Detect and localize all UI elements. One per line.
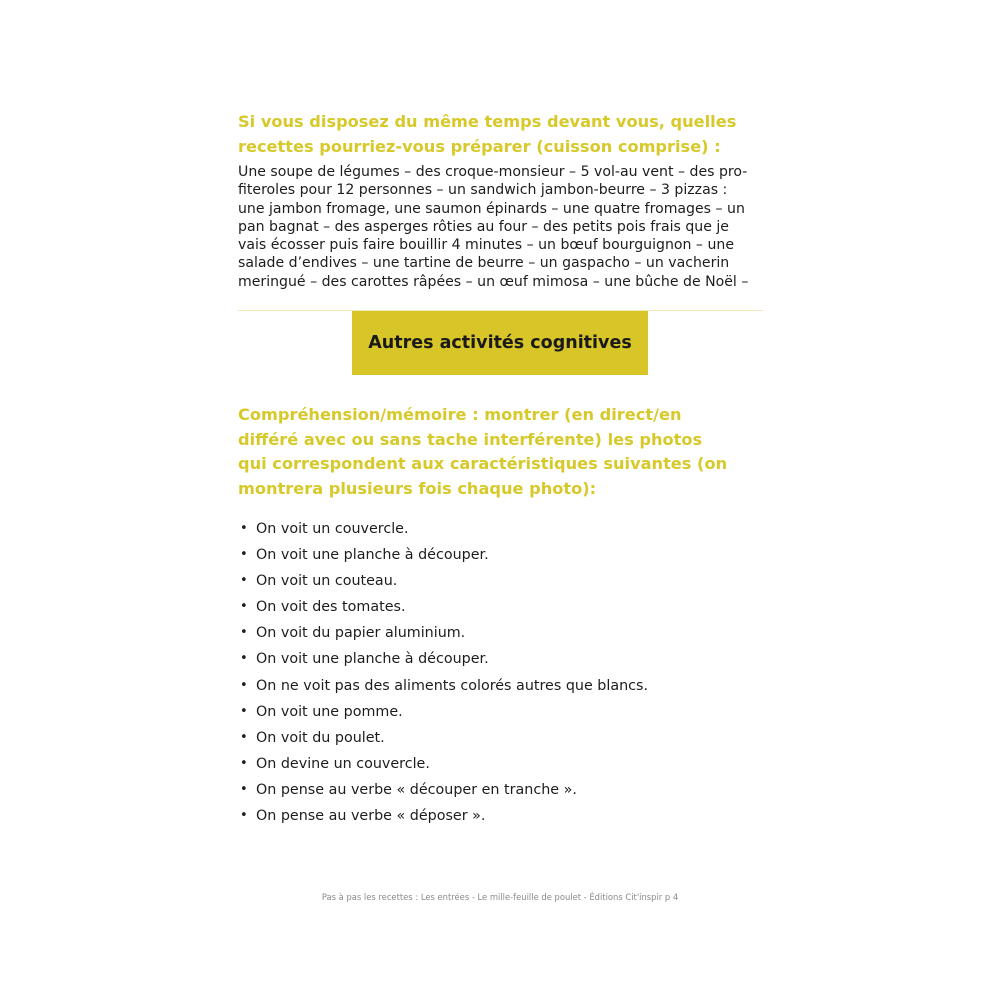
recipes-paragraph xyxy=(238,163,763,291)
section-banner xyxy=(352,311,648,375)
list-item xyxy=(238,516,648,542)
question-line: différé avec ou sans tache interférente) les photos xyxy=(238,429,703,449)
list-item-text: On pense au verbe « découper en tranche ». xyxy=(256,781,577,798)
bullet-icon: • xyxy=(240,755,248,771)
top-content xyxy=(238,110,763,291)
question-line: Si vous disposez du même temps devant vous, quelles xyxy=(238,112,737,131)
page-footer: Pas à pas les recettes : Les entrées - Le mille-feuille de poulet - Éditions Cit'inspir p 4 xyxy=(321,892,679,902)
list-item-text: On voit un couteau. xyxy=(256,573,398,590)
bullet-icon: • xyxy=(240,808,248,824)
list-item-text: On voit des tomates. xyxy=(256,599,406,616)
bullet-icon: • xyxy=(240,729,248,745)
question-line: recettes pourriez-vous préparer (cuisson comprise) : xyxy=(238,136,721,156)
list-item xyxy=(238,777,648,803)
question-line: montrera plusieurs fois chaque photo): xyxy=(238,478,597,498)
bullet-icon: • xyxy=(240,625,248,641)
list-item xyxy=(238,673,648,699)
bullet-icon: • xyxy=(240,521,248,536)
list-item-text: On voit une planche à découper. xyxy=(256,651,489,668)
paragraph-line: vais écosser puis faire bouillir 4 minutes – un bœuf bourguignon – une xyxy=(238,237,734,254)
list-item-text: On voit une planche à découper. xyxy=(256,547,489,564)
list-item xyxy=(238,646,648,672)
bullet-icon: • xyxy=(240,703,248,719)
list-item xyxy=(238,725,648,751)
section-title: Autres activités cognitives xyxy=(368,333,632,353)
paragraph-line: une jambon fromage, une saumon épinards – une quatre fromages – un xyxy=(238,200,745,217)
paragraph-line: Une soupe de légumes – des croque-monsieur – 5 vol-au vent – des pro- xyxy=(238,164,748,180)
paragraph-line: meringué – des carottes râpées – un œuf mimosa – une bûche de Noël – xyxy=(238,273,749,290)
paragraph-line: fiteroles pour 12 personnes – un sandwich jambon-beurre – 3 pizzas : xyxy=(238,182,728,199)
bullet-icon: • xyxy=(240,651,248,667)
list-item xyxy=(238,751,648,777)
bullet-icon: • xyxy=(240,781,248,797)
question-line: qui correspondent aux caractéristiques suivantes (on xyxy=(238,454,728,473)
list-item-text: On voit un couvercle. xyxy=(256,521,409,537)
question-line: Compréhension/mémoire : montrer (en direct/en xyxy=(238,405,682,424)
list-item-text: On voit du poulet. xyxy=(256,729,385,746)
question-heading-comprehension xyxy=(238,403,763,501)
list-item-text: On voit du papier aluminium. xyxy=(256,625,466,642)
list-item-text: On voit une pomme. xyxy=(256,703,403,720)
list-item-text: On pense au verbe « déposer ». xyxy=(256,808,486,825)
list-item xyxy=(238,620,648,646)
bullet-icon: • xyxy=(240,599,248,615)
list-item xyxy=(238,594,648,620)
list-item-text: On ne voit pas des aliments colorés autres que blancs. xyxy=(256,677,649,694)
paragraph-line: salade d’endives – une tartine de beurre – un gaspacho – un vacherin xyxy=(238,255,730,272)
list-item xyxy=(238,568,648,594)
list-item xyxy=(238,699,648,725)
bullet-icon: • xyxy=(240,573,248,589)
characteristics-list xyxy=(238,516,648,829)
bullet-icon: • xyxy=(240,677,248,693)
list-item xyxy=(238,542,648,568)
list-item xyxy=(238,803,648,829)
bullet-icon: • xyxy=(240,547,248,563)
list-item-text: On devine un couvercle. xyxy=(256,755,430,772)
paragraph-line: pan bagnat – des asperges rôties au four – des petits pois frais que je xyxy=(238,218,729,235)
question-heading-recipes xyxy=(238,110,763,159)
